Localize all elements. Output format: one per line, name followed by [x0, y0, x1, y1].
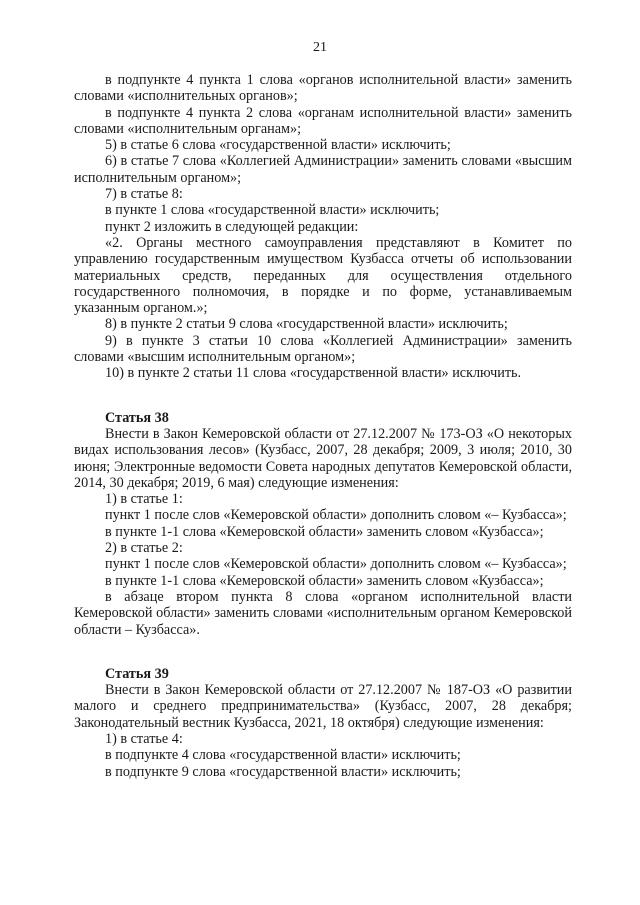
paragraph: в подпункте 4 пункта 1 слова «органов исполнительной власти» заменить словами «исполнительных органов»; — [74, 72, 572, 105]
paragraph: пункт 1 после слов «Кемеровской области» дополнить словом «– Кузбасса»; — [105, 507, 567, 524]
article-39-heading: Статья 39 — [105, 665, 169, 682]
page-number: 21 — [313, 40, 327, 55]
paragraph: 6) в статье 7 слова «Коллегией Администрации» заменить словами «высшим исполнительным органом»; — [74, 153, 572, 186]
paragraph: в пункте 1 слова «государственной власти» исключить; — [105, 202, 440, 219]
paragraph: 7) в статье 8: — [105, 186, 183, 203]
paragraph: 2) в статье 2: — [105, 540, 183, 557]
paragraph: 1) в статье 1: — [105, 491, 183, 508]
paragraph: в пункте 1-1 слова «Кемеровской области» заменить словом «Кузбасса»; — [105, 572, 544, 589]
paragraph: в подпункте 4 пункта 2 слова «органам исполнительной власти» заменить словами «исполнительным органам»; — [74, 104, 572, 137]
document-body — [74, 72, 572, 780]
paragraph: Внести в Закон Кемеровской области от 27.12.2007 № 187-ОЗ «О развитии малого и среднего предпринимательства» (Кузбасс, 2007, 28 декабря; Законодательный вестник Кузбасса, 2021, 18 октября) следующие изменения: — [74, 682, 572, 731]
paragraph: в абзаце втором пункта 8 слова «органом исполнительной власти Кемеровской области» заменить словами «исполнительным органом Кемеровской области – Кузбасса». — [74, 588, 572, 638]
paragraph: в подпункте 4 слова «государственной власти» исключить; — [105, 747, 461, 764]
paragraph: «2. Органы местного самоуправления представляют в Комитет по управлению государственным имуществом Кузбасса отчеты об использовании материальных средств, переданных для осуществления отдельного государственного полномочия, в порядке и по форме, устанавливаемым указанным органом.»; — [74, 234, 572, 317]
paragraph: пункт 1 после слов «Кемеровской области» дополнить словом «– Кузбасса»; — [105, 556, 567, 573]
paragraph: пункт 2 изложить в следующей редакции: — [105, 218, 359, 235]
paragraph: в пункте 1-1 слова «Кемеровской области» заменить словом «Кузбасса»; — [105, 523, 544, 540]
paragraph: 9) в пункте 3 статьи 10 слова «Коллегией Администрации» заменить словами «высшим исполнительным органом»; — [74, 332, 572, 366]
paragraph: 8) в пункте 2 статьи 9 слова «государственной власти» исключить; — [105, 316, 508, 333]
paragraph: 1) в статье 4: — [105, 730, 183, 747]
paragraph: 5) в статье 6 слова «государственной власти» исключить; — [105, 137, 451, 154]
paragraph: Внести в Закон Кемеровской области от 27.12.2007 № 173-ОЗ «О некоторых видах использования лесов» (Кузбасс, 2007, 28 декабря; 2009, 3 июля; 2010, 30 июня; Электронные ведомости Совета народных депутатов Кемеровской области, 2014, 30 декабря; 2019, 6 мая) следующие изменения: — [74, 425, 572, 491]
paragraph: 10) в пункте 2 статьи 11 слова «государственной власти» исключить. — [105, 365, 522, 382]
paragraph: в подпункте 9 слова «государственной власти» исключить; — [105, 763, 461, 780]
article-38-heading: Статья 38 — [105, 409, 169, 426]
